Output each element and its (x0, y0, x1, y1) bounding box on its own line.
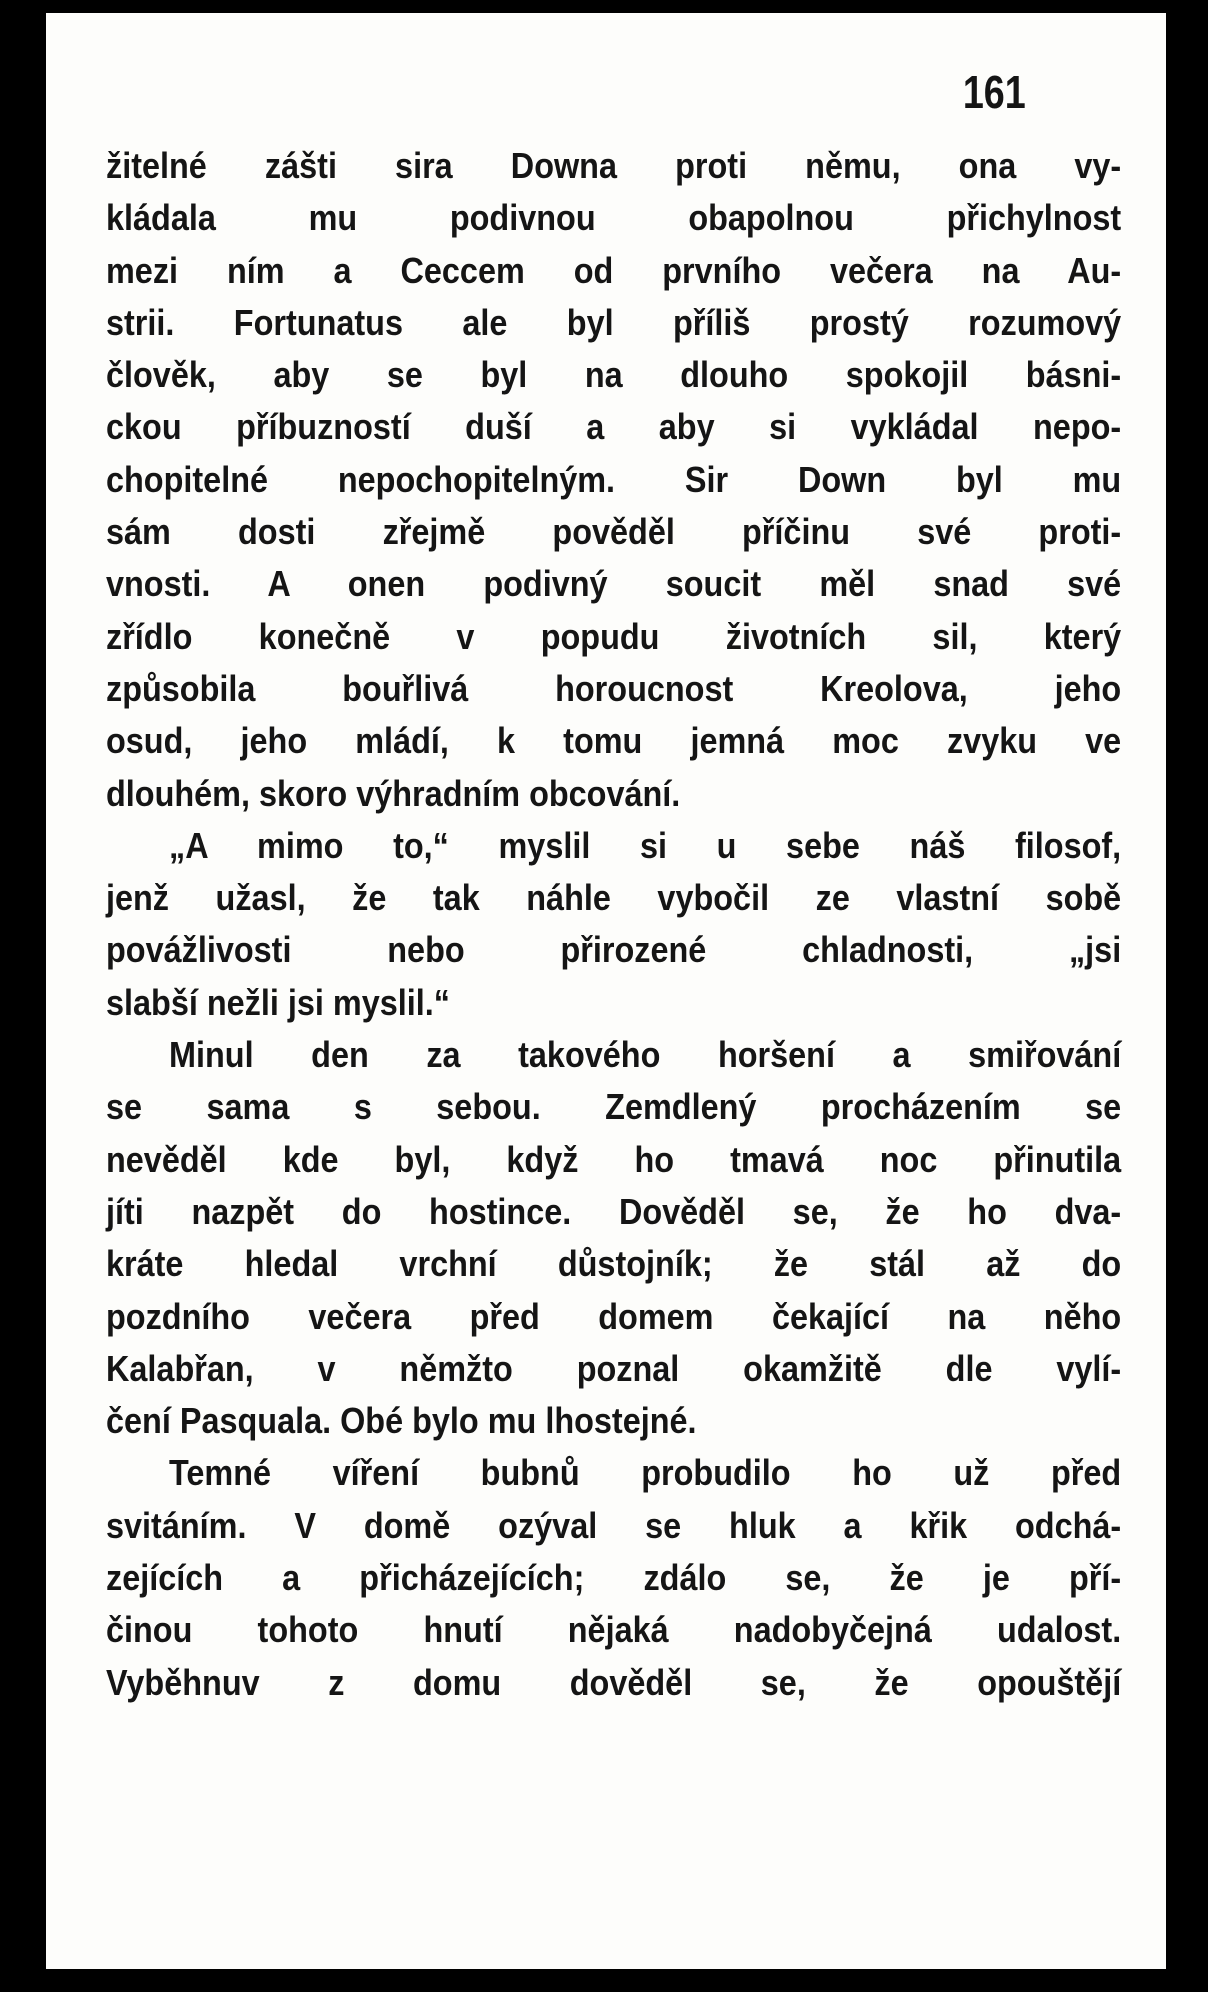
text-line: způsobila bouřlivá horoucnost Kreolova, jeho (106, 667, 1122, 709)
text-line: člověk, aby se byl na dlouho spokojil básni- (106, 354, 1122, 396)
text-line: nevěděl kde byl, když ho tmavá noc přinutila (106, 1138, 1122, 1180)
text-line: čení Pasquala. Obé bylo mu lhostejné. (106, 1400, 697, 1442)
text-line: strii. Fortunatus ale byl příliš prostý rozumový (106, 301, 1122, 343)
text-line: Minul den za takového horšení a smiřování (169, 1034, 1122, 1076)
text-line: svitáním. V domě ozýval se hluk a křik odchá- (106, 1504, 1122, 1546)
text-line: povážlivosti nebo přirozené chladnosti, „jsi (106, 929, 1122, 971)
text-line: jíti nazpět do hostince. Dověděl se, že ho dva- (106, 1190, 1122, 1232)
text-line: kládala mu podivnou obapolnou přichylnost (106, 197, 1122, 239)
text-line: vnosti. A onen podivný soucit měl snad své (106, 563, 1122, 605)
text-line: pozdního večera před domem čekající na něho (106, 1295, 1122, 1337)
text-line: kráte hledal vrchní důstojník; že stál až do (106, 1243, 1122, 1285)
text-line: zejících a přicházejících; zdálo se, že je pří- (106, 1557, 1122, 1599)
text-line: jenž užasl, že tak náhle vybočil ze vlastní sobě (106, 877, 1122, 919)
text-line: „A mimo to,“ myslil si u sebe náš filosof, (169, 824, 1122, 866)
text-line: zřídlo konečně v popudu životních sil, který (106, 615, 1122, 657)
page-number: 161 (963, 66, 1026, 118)
text-line: činou tohoto hnutí nějaká nadobyčejná udalost. (106, 1609, 1122, 1651)
text-line: Kalabřan, v němžto poznal okamžitě dle vylí- (106, 1347, 1122, 1389)
text-line: dlouhém, skoro výhradním obcování. (106, 772, 681, 814)
text-line: mezi ním a Ceccem od prvního večera na Au- (106, 249, 1122, 291)
text-line: se sama s sebou. Zemdlený procházením se (106, 1086, 1122, 1128)
text-line: sám dosti zřejmě pověděl příčinu své proti- (106, 511, 1122, 553)
body-text (106, 140, 1121, 1709)
text-line: ckou příbuzností duší a aby si vykládal nepo- (106, 406, 1122, 448)
text-line: Temné víření bubnů probudilo ho už před (169, 1452, 1122, 1494)
text-line: slabší nežli jsi myslil.“ (106, 981, 450, 1023)
text-line: chopitelné nepochopitelným. Sir Down byl mu (106, 458, 1122, 500)
text-line: Vyběhnuv z domu dověděl se, že opouštějí (106, 1661, 1122, 1703)
text-line: osud, jeho mládí, k tomu jemná moc zvyku ve (106, 720, 1122, 762)
text-line: žitelné zášti sira Downa proti němu, ona vy- (106, 145, 1122, 186)
